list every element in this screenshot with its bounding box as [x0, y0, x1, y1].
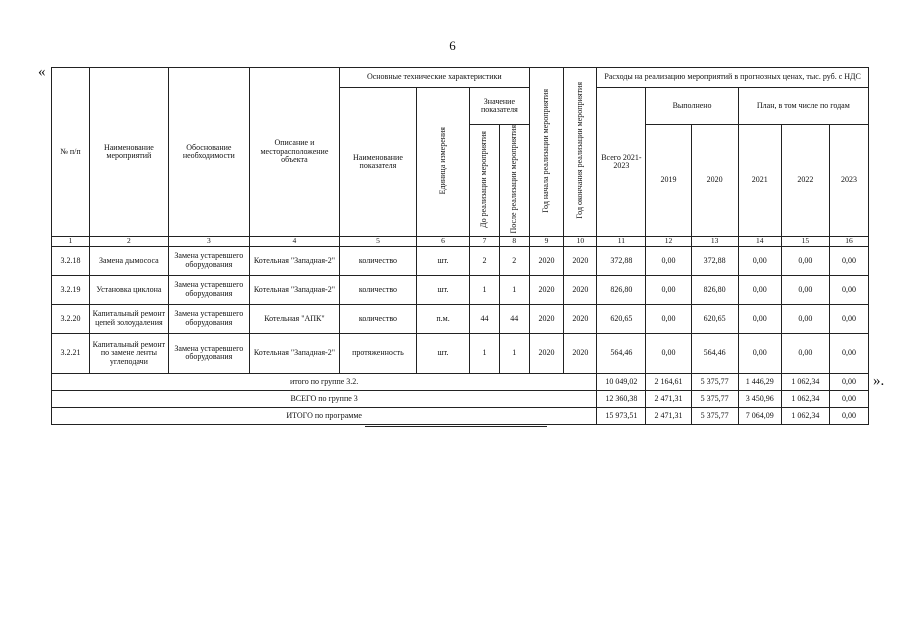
row-num: 3.2.20	[52, 304, 90, 333]
total-2023: 0,00	[829, 390, 868, 407]
total-2020: 5 375,77	[691, 407, 738, 424]
total-2022: 1 062,34	[781, 390, 829, 407]
header-done: Выполнено	[646, 88, 738, 125]
row-2019: 0,00	[646, 246, 691, 275]
row-before: 1	[470, 333, 500, 373]
footer-divider	[365, 426, 547, 427]
header-2023: 2023	[829, 125, 868, 237]
row-year-end: 2020	[564, 246, 597, 275]
total-row	[52, 407, 869, 424]
row-unit: шт.	[416, 275, 469, 304]
row-total: 826,80	[597, 275, 646, 304]
header-2019: 2019	[646, 125, 691, 237]
column-number: 9	[529, 236, 564, 246]
header-description: Описание и месторасположение объекта	[249, 68, 339, 237]
header-name: Наименование мероприятий	[89, 68, 168, 237]
row-2019: 0,00	[646, 333, 691, 373]
row-year-end: 2020	[564, 333, 597, 373]
total-2021: 7 064,09	[738, 407, 781, 424]
header-basis: Обоснование необходимости	[168, 68, 249, 237]
column-number: 4	[249, 236, 339, 246]
column-number: 16	[829, 236, 868, 246]
row-year-start: 2020	[529, 246, 564, 275]
row-after: 1	[499, 333, 529, 373]
row-after: 2	[499, 246, 529, 275]
row-before: 44	[470, 304, 500, 333]
row-total: 564,46	[597, 333, 646, 373]
row-2021: 0,00	[738, 304, 781, 333]
row-2023: 0,00	[829, 333, 868, 373]
row-indicator: протяженность	[340, 333, 417, 373]
row-2021: 0,00	[738, 275, 781, 304]
row-unit: шт.	[416, 246, 469, 275]
header-unit	[416, 88, 469, 237]
header-before-label: До реализации мероприятия	[479, 130, 489, 228]
row-2020: 620,65	[691, 304, 738, 333]
row-2021: 0,00	[738, 246, 781, 275]
header-2022: 2022	[781, 125, 829, 237]
row-name: Замена дымососа	[89, 246, 168, 275]
total-label: ИТОГО по программе	[52, 407, 597, 424]
column-number: 2	[89, 236, 168, 246]
table-row	[52, 275, 869, 304]
header-2020: 2020	[691, 125, 738, 237]
column-number: 8	[499, 236, 529, 246]
row-2021: 0,00	[738, 333, 781, 373]
header-2021: 2021	[738, 125, 781, 237]
column-number-row	[52, 236, 869, 246]
column-number: 3	[168, 236, 249, 246]
header-total: Всего 2021-2023	[597, 88, 646, 237]
column-number: 13	[691, 236, 738, 246]
row-name: Капитальный ремонт цепей золоудаления	[89, 304, 168, 333]
header-year-end-label: Год окончания реализации мероприятия	[574, 82, 584, 220]
header-num: № п/п	[52, 68, 90, 237]
row-2022: 0,00	[781, 246, 829, 275]
row-2020: 826,80	[691, 275, 738, 304]
row-year-end: 2020	[564, 275, 597, 304]
row-indicator: количество	[340, 246, 417, 275]
total-2023: 0,00	[829, 373, 868, 390]
column-number: 15	[781, 236, 829, 246]
row-year-start: 2020	[529, 275, 564, 304]
total-2020: 5 375,77	[691, 390, 738, 407]
row-2023: 0,00	[829, 275, 868, 304]
table-row	[52, 333, 869, 373]
row-basis: Замена устаревшего оборудования	[168, 304, 249, 333]
total-2023: 0,00	[829, 407, 868, 424]
column-number: 11	[597, 236, 646, 246]
column-number: 12	[646, 236, 691, 246]
header-after	[499, 125, 529, 237]
header-indicator-name: Наименование показателя	[340, 88, 417, 237]
column-number: 5	[340, 236, 417, 246]
row-before: 1	[470, 275, 500, 304]
total-2021: 3 450,96	[738, 390, 781, 407]
measures-table	[51, 67, 869, 425]
row-basis: Замена устаревшего оборудования	[168, 333, 249, 373]
total-label: итого по группе 3.2.	[52, 373, 597, 390]
row-2019: 0,00	[646, 304, 691, 333]
row-total: 620,65	[597, 304, 646, 333]
total-2021: 1 446,29	[738, 373, 781, 390]
total-2019: 2 164,61	[646, 373, 691, 390]
row-description: Котельная "Западная-2"	[249, 246, 339, 275]
row-after: 44	[499, 304, 529, 333]
row-unit: шт.	[416, 333, 469, 373]
header-unit-label: Единица измерения	[437, 127, 447, 195]
row-indicator: количество	[340, 275, 417, 304]
column-number: 14	[738, 236, 781, 246]
row-name: Установка циклона	[89, 275, 168, 304]
total-sum: 10 049,02	[597, 373, 646, 390]
row-description: Котельная "АПК"	[249, 304, 339, 333]
column-number: 1	[52, 236, 90, 246]
column-number: 6	[416, 236, 469, 246]
total-2019: 2 471,31	[646, 407, 691, 424]
row-num: 3.2.18	[52, 246, 90, 275]
total-label: ВСЕГО по группе 3	[52, 390, 597, 407]
row-basis: Замена устаревшего оборудования	[168, 275, 249, 304]
row-total: 372,88	[597, 246, 646, 275]
row-basis: Замена устаревшего оборудования	[168, 246, 249, 275]
total-sum: 15 973,51	[597, 407, 646, 424]
header-plan: План, в том числе по годам	[738, 88, 868, 125]
row-2019: 0,00	[646, 275, 691, 304]
row-before: 2	[470, 246, 500, 275]
column-number: 10	[564, 236, 597, 246]
row-description: Котельная "Западная-2"	[249, 333, 339, 373]
row-num: 3.2.19	[52, 275, 90, 304]
page-number: 6	[449, 38, 456, 53]
row-year-start: 2020	[529, 333, 564, 373]
total-sum: 12 360,38	[597, 390, 646, 407]
header-tech-characteristics: Основные технические характеристики	[340, 68, 530, 88]
row-unit: п.м.	[416, 304, 469, 333]
closing-quote: ».	[873, 373, 885, 389]
row-year-end: 2020	[564, 304, 597, 333]
row-2022: 0,00	[781, 275, 829, 304]
row-2022: 0,00	[781, 304, 829, 333]
opening-quote: «	[38, 64, 46, 80]
row-2023: 0,00	[829, 304, 868, 333]
row-num: 3.2.21	[52, 333, 90, 373]
total-row	[52, 390, 869, 407]
row-indicator: количество	[340, 304, 417, 333]
total-2022: 1 062,34	[781, 407, 829, 424]
row-description: Котельная "Западная-2"	[249, 275, 339, 304]
header-costs: Расходы на реализацию мероприятий в прогнозных ценах, тыс. руб. с НДС	[597, 68, 869, 88]
column-number: 7	[470, 236, 500, 246]
row-year-start: 2020	[529, 304, 564, 333]
row-2020: 564,46	[691, 333, 738, 373]
row-name: Капитальный ремонт по замене ленты углеподачи	[89, 333, 168, 373]
header-year-end	[564, 68, 597, 237]
header-indicator-value: Значение показателя	[470, 88, 529, 125]
header-after-label: После реализации мероприятия	[508, 125, 518, 234]
total-2019: 2 471,31	[646, 390, 691, 407]
total-row	[52, 373, 869, 390]
table-row	[52, 304, 869, 333]
row-after: 1	[499, 275, 529, 304]
total-2022: 1 062,34	[781, 373, 829, 390]
row-2023: 0,00	[829, 246, 868, 275]
row-2020: 372,88	[691, 246, 738, 275]
header-year-start	[529, 68, 564, 237]
total-2020: 5 375,77	[691, 373, 738, 390]
table-row	[52, 246, 869, 275]
header-year-start-label: Год начала реализации мероприятия	[541, 88, 551, 213]
header-before	[470, 125, 500, 237]
row-2022: 0,00	[781, 333, 829, 373]
